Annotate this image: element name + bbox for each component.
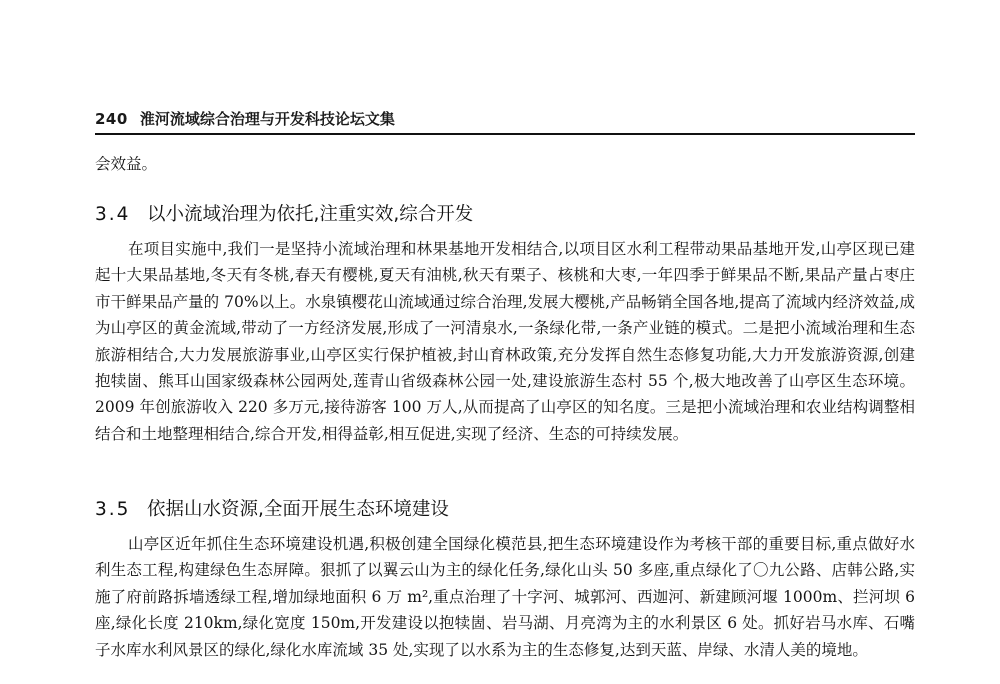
section-number: 3.4: [95, 204, 131, 225]
section-heading-3-4: [95, 200, 915, 226]
section-3-5-paragraph: 山亭区近年抓住生态环境建设机遇,积极创建全国绿化模范县,把生态环境建设作为考核干部的重要目标,重点做好水利生态工程,构建绿色生态屏障。狠抓了以翼云山为主的绿化任务,绿化山头 50 多座,重点绿化了〇九公路、店韩公路,实施了府前路拆墙透绿工程,增加绿地面积 6 万 m²,重点治理了十字河、城郭河、西迦河、新建顾河堰 1000m、拦河坝 6 座,绿化长度 210km,绿化宽度 150m,开发建设以抱犊崮、岩马湖、月亮湾为主的水利景区 6 处。抓好岩马水库、石嘴子水库水利风景区的绿化,绿化水库流域 35 处,实现了以水系为主的生态修复,达到天蓝、岸绿、水清人美的境地。: [95, 535, 915, 659]
section-3-4-paragraph: 在项目实施中,我们一是坚持小流域治理和林果基地开发相结合,以项目区水利工程带动果品基地开发,山亭区现已建起十大果品基地,冬天有冬桃,春天有樱桃,夏天有油桃,秋天有栗子、核桃和大枣,一年四季于鲜果品不断,果品产量占枣庄市干鲜果品产量的 70%以上。水泉镇樱花山流域通过综合治理,发展大樱桃,产品畅销全国各地,提高了流域内经济效益,成为山亭区的黄金流域,带动了一方经济发展,形成了一河清泉水,一条绿化带,一条产业链的模式。二是把小流域治理和生态旅游相结合,大力发展旅游事业,山亭区实行保护植被,封山育林政策,充分发挥自然生态修复功能,大力开发旅游资源,创建抱犊崮、熊耳山国家级森林公园两处,莲青山省级森林公园一处,建设旅游生态村 55 个,极大地改善了山亭区生态环境。2009 年创旅游收入 220 多万元,接待游客 100 万人,从而提高了山亭区的知名度。三是把小流域治理和农业结构调整相结合和土地整理相结合,综合开发,相得益彰,相互促进,实现了经济、生态的可持续发展。: [95, 240, 915, 443]
section-heading-3-5: [95, 495, 915, 521]
carryover-text: 会效益。: [95, 155, 158, 173]
section-number: 3.5: [95, 499, 131, 520]
page-number: 240: [95, 110, 128, 128]
header-rule: [95, 133, 915, 135]
section-title: 依据山水资源,全面开展生态环境建设: [147, 499, 449, 520]
book-title: 淮河流域综合治理与开发科技论坛文集: [139, 110, 395, 128]
running-header: [95, 108, 915, 134]
section-title: 以小流域治理为依托,注重实效,综合开发: [147, 204, 474, 225]
